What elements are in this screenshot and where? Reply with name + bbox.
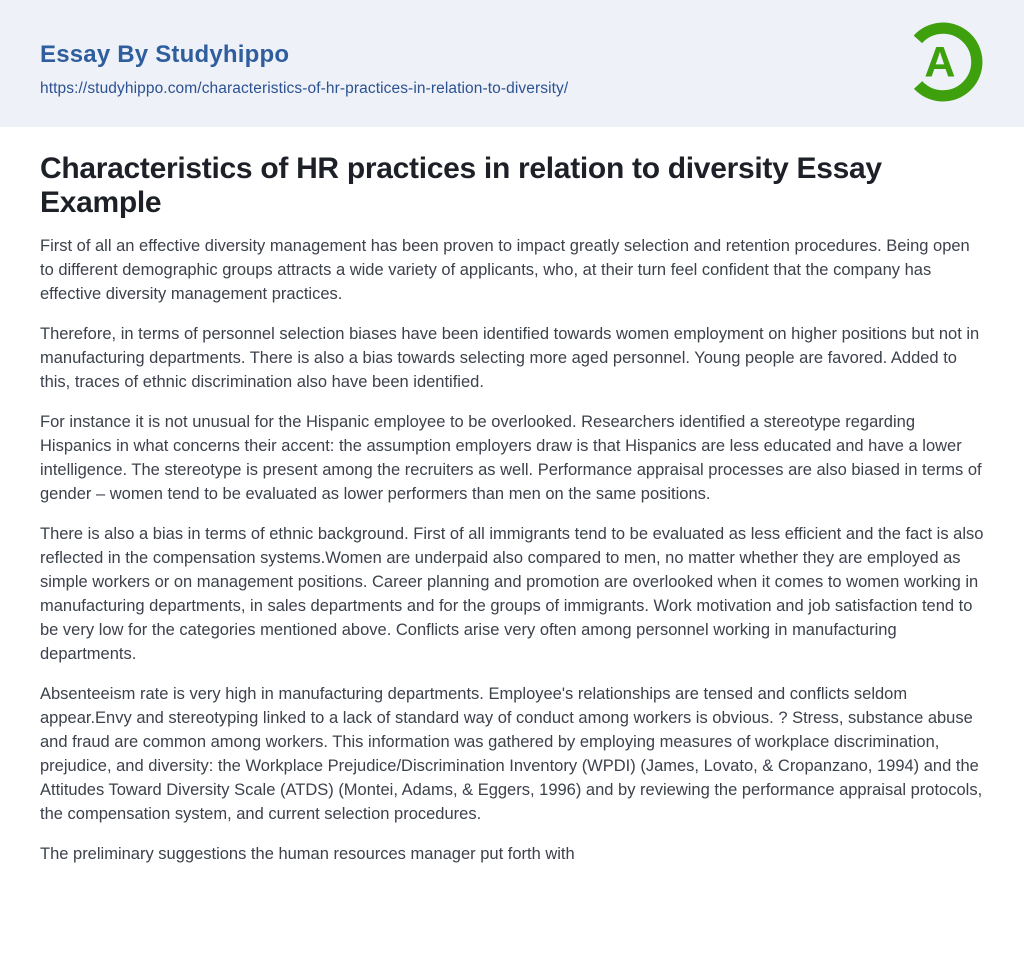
- article-body: [40, 234, 984, 866]
- page-header: [0, 0, 1024, 127]
- essay-paragraph: The preliminary suggestions the human resources manager put forth with: [40, 845, 575, 863]
- studyhippo-logo-icon: [902, 21, 984, 103]
- essay-paragraph: Therefore, in terms of personnel selection biases have been identified towards women employment on higher positions but not in manufacturing departments. There is also a bias towards selecting more aged personnel. Young people are favored. Added to this, traces of ethnic discrimination also have been identified.: [40, 325, 980, 391]
- essay-paragraph: Absenteeism rate is very high in manufacturing departments. Employee's relationships are tensed and conflicts seldom appear.Envy and stereotyping linked to a lack of standard way of conduct among workers is obvious. ? Stress, substance abuse and fraud are common among workers. This information was gathered by employing measures of workplace discrimination, prejudice, and diversity: the Workplace Prejudice/Discrimination Inventory (WPDI) (James, Lovato, & Cropanzano, 1994) and the Attitudes Toward Diversity Scale (ATDS) (Montei, Adams, & Eggers, 1996) and by reviewing the performance appraisal protocols, the compensation system, and current selection procedures.: [40, 685, 983, 823]
- essay-title: Characteristics of HR practices in relation to diversity Essay Example: [40, 152, 882, 219]
- source-url-link[interactable]: https://studyhippo.com/characteristics-of-hr-practices-in-relation-to-diversity/: [40, 80, 569, 98]
- logo-letter: A: [924, 38, 956, 87]
- essay-paragraph: There is also a bias in terms of ethnic background. First of all immigrants tend to be evaluated as less efficient and the fact is also reflected in the compensation systems.Women are underpaid also compared to men, no matter whether they are employed as simple workers or on management positions. Career planning and promotion are overlooked when it comes to women working in manufacturing departments, in sales departments and for the groups of immigrants. Work motivation and job satisfaction tend to be very low for the categories mentioned above. Conflicts arise very often among personnel working in manufacturing departments.: [40, 525, 984, 663]
- article: [0, 127, 1024, 866]
- essay-paragraph: First of all an effective diversity management has been proven to impact greatly selection and retention procedures. Being open to different demographic groups attracts a wide variety of applicants, who, at their turn feel confident that the company has effective diversity management practices.: [40, 237, 970, 303]
- essay-paragraph: For instance it is not unusual for the Hispanic employee to be overlooked. Researchers identified a stereotype regarding Hispanics in what concerns their accent: the assumption employers draw is that Hispanics are less educated and have a lower intelligence. The stereotype is present among the recruiters as well. Performance appraisal processes are also biased in terms of gender – women tend to be evaluated as lower performers than men on the same positions.: [40, 413, 982, 503]
- byline-title: Essay By Studyhippo: [40, 41, 290, 68]
